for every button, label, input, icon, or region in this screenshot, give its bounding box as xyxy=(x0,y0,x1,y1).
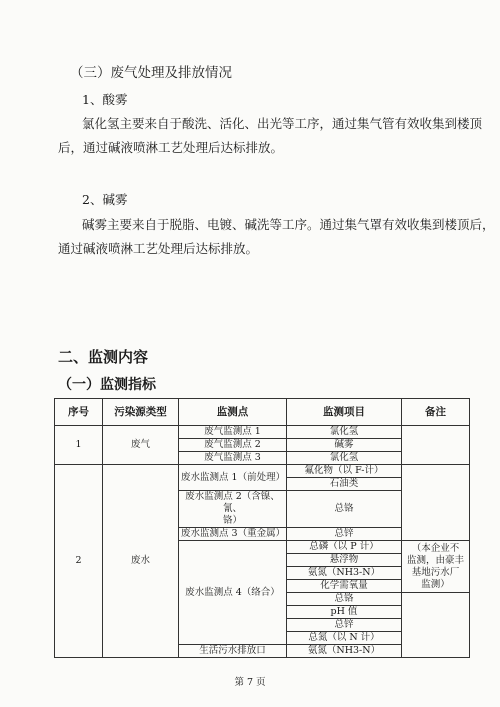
cell-point: 废水监测点 1（前处理） xyxy=(179,465,287,491)
header-point: 监测点 xyxy=(179,399,287,426)
cell-item: 总锌 xyxy=(287,619,402,632)
cell-remark-empty xyxy=(402,593,470,658)
cell-no: 1 xyxy=(55,426,103,465)
item-alkali-mist-title: 2、碱雾 xyxy=(82,192,128,207)
cell-item: pH 值 xyxy=(287,606,402,619)
cell-point xyxy=(179,491,287,528)
table-row xyxy=(55,465,470,478)
item-alkali-mist-line-2: 通过碱液喷淋工艺处理后达标排放。 xyxy=(58,241,259,256)
remark-line: 监测，由豪丰 xyxy=(406,554,464,566)
cell-no: 2 xyxy=(55,465,103,658)
table-row xyxy=(55,426,470,439)
cell-item: 氟化物（以 F-计） xyxy=(287,465,402,478)
remark-line: 监测） xyxy=(421,578,450,590)
subheading-monitoring-indicators: （一）监测指标 xyxy=(58,377,156,393)
header-item: 监测项目 xyxy=(287,399,402,426)
cell-item: 总磷（以 P 计） xyxy=(287,541,402,554)
cell-item: 石油类 xyxy=(287,478,402,491)
cell-point: 废气监测点 3 xyxy=(179,452,287,465)
cell-point: 生活污水排放口 xyxy=(179,645,287,658)
cell-item: 氯化氢 xyxy=(287,426,402,439)
cell-point-line: 废水监测点 2（含镍、氰、 xyxy=(185,491,280,514)
cell-item: 总铬 xyxy=(287,593,402,606)
cell-point: 废水监测点 4（络合） xyxy=(179,541,287,645)
cell-remark-empty xyxy=(402,426,470,465)
cell-item: 化学需氧量 xyxy=(287,580,402,593)
remark-line: 基地污水厂 xyxy=(411,566,460,578)
cell-source-type: 废气 xyxy=(103,426,179,465)
cell-point: 废气监测点 1 xyxy=(179,426,287,439)
cell-item: 氨氮（NH3-N） xyxy=(287,567,402,580)
cell-item: 总锌 xyxy=(287,528,402,541)
remark-line: （本企业不 xyxy=(411,542,460,554)
item-acid-mist-title: 1、酸雾 xyxy=(82,92,128,107)
cell-remark xyxy=(402,541,470,593)
page-number: 第 7 页 xyxy=(234,677,266,688)
table-header-row xyxy=(55,399,470,426)
cell-remark-empty xyxy=(402,465,470,541)
monitoring-table xyxy=(54,398,470,658)
item-acid-mist-line-1: 氯化氢主要来自于酸洗、活化、出光等工序，通过集气管有效收集到楼顶 xyxy=(82,116,483,131)
cell-item: 总铬 xyxy=(287,491,402,528)
cell-item: 总氮（以 N 计） xyxy=(287,632,402,645)
cell-item: 氯化氢 xyxy=(287,452,402,465)
section-heading-waste-gas: （三）废气处理及排放情况 xyxy=(70,65,232,81)
cell-point-line: 铬） xyxy=(222,515,242,526)
cell-item: 悬浮物 xyxy=(287,554,402,567)
cell-point: 废气监测点 2 xyxy=(179,439,287,452)
cell-item: 氨氮（NH3-N） xyxy=(287,645,402,658)
item-acid-mist-line-2: 后，通过碱液喷淋工艺处理后达标排放。 xyxy=(58,140,284,155)
section-heading-monitoring: 二、监测内容 xyxy=(58,348,149,366)
cell-item: 碱雾 xyxy=(287,439,402,452)
header-no: 序号 xyxy=(55,399,103,426)
cell-point: 废水监测点 3（重金属） xyxy=(179,528,287,541)
header-source-type: 污染源类型 xyxy=(103,399,179,426)
cell-source-type: 废水 xyxy=(103,465,179,658)
header-remark: 备注 xyxy=(402,399,470,426)
item-alkali-mist-line-1: 碱雾主要来自于脱脂、电镀、碱洗等工序。通过集气罩有效收集到楼顶后， xyxy=(82,217,495,232)
